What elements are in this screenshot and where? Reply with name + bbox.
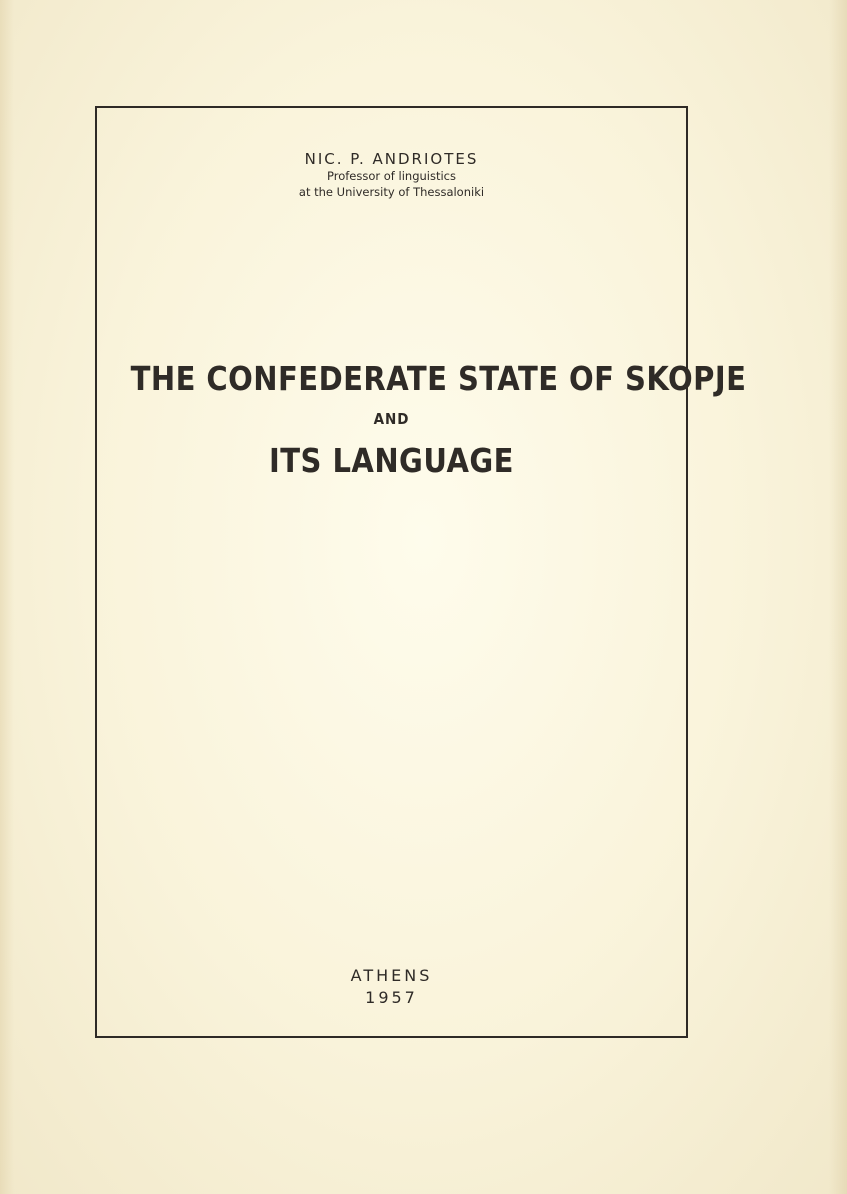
paper-edge-right — [829, 0, 847, 1194]
book-title — [95, 352, 747, 488]
paper-edge-left — [0, 0, 14, 1194]
author-role-line2: at the University of Thessaloniki — [298, 185, 485, 199]
imprint-place: ATHENS — [350, 966, 433, 985]
title-conjunction: AND — [373, 410, 410, 428]
title-line2: ITS LANGUAGE — [269, 441, 514, 480]
author-block — [95, 150, 688, 200]
author-name: NIC. P. ANDRIOTES — [304, 150, 479, 168]
imprint — [95, 965, 688, 1009]
author-role-line1: Professor of linguistics — [327, 169, 456, 183]
imprint-year: 1957 — [365, 988, 418, 1007]
cover-border-frame — [95, 106, 747, 1038]
title-line1: THE CONFEDERATE STATE OF SKOPJE — [130, 359, 747, 398]
